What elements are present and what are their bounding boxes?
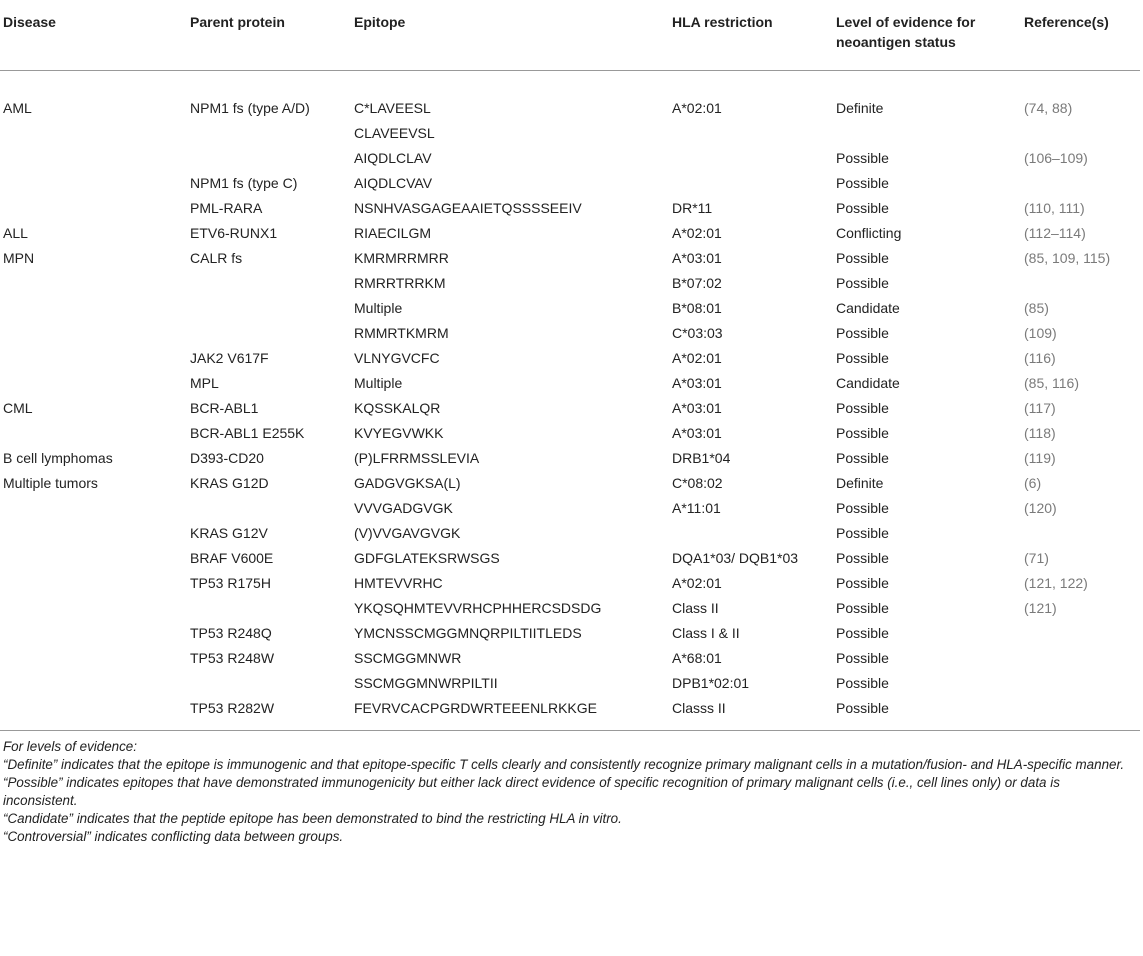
cell-parent-protein xyxy=(184,320,348,345)
cell-epitope: HMTEVVRHC xyxy=(354,574,443,591)
cell-references: (120) xyxy=(1024,499,1057,516)
cell-references xyxy=(1018,120,1140,145)
table-row xyxy=(0,345,1140,370)
table-row xyxy=(0,645,1140,670)
cell-hla-restriction: A*68:01 xyxy=(672,649,722,666)
cell-disease xyxy=(0,495,184,520)
cell-references: (109) xyxy=(1024,324,1057,341)
cell-references xyxy=(1018,170,1140,195)
cell-epitope: KQSSKALQR xyxy=(354,399,441,416)
cell-disease: Multiple tumors xyxy=(3,474,98,491)
cell-parent-protein xyxy=(184,145,348,170)
cell-references: (119) xyxy=(1024,449,1056,466)
cell-epitope: SSCMGGMNWRPILTII xyxy=(354,674,498,691)
col-header-hla-restriction: HLA restriction xyxy=(666,0,830,70)
cell-epitope: Multiple xyxy=(354,299,403,316)
cell-epitope: AIQDLCLAV xyxy=(354,149,432,166)
table-row xyxy=(0,145,1140,170)
footnote-possible: “Possible” indicates epitopes that have demonstrated immunogenicity but either lack direct evidence of specific recognition of primary malignant cells (i.e., cell lines only) or data is inconsistent. xyxy=(3,774,1060,808)
cell-parent-protein: NPM1 fs (type A/D) xyxy=(190,99,310,116)
cell-disease xyxy=(0,670,184,695)
cell-parent-protein xyxy=(184,270,348,295)
table-row xyxy=(0,220,1140,245)
cell-references xyxy=(1018,670,1140,695)
cell-references xyxy=(1018,270,1140,295)
table-row xyxy=(0,295,1140,320)
cell-hla-restriction: A*03:01 xyxy=(672,249,722,266)
cell-references: (71) xyxy=(1024,549,1049,566)
cell-references: (74, 88) xyxy=(1024,99,1073,116)
table-row xyxy=(0,595,1140,620)
cell-hla-restriction: B*08:01 xyxy=(672,299,722,316)
cell-parent-protein: KRAS G12D xyxy=(190,474,269,491)
col-header-parent-protein: Parent protein xyxy=(184,0,348,70)
cell-disease: B cell lymphomas xyxy=(3,449,113,466)
cell-epitope: FEVRVCACPGRDWRTEEENLRKKGE xyxy=(348,695,666,731)
cell-hla-restriction: A*03:01 xyxy=(672,424,722,441)
cell-evidence-level: Possible xyxy=(836,499,889,516)
table-row xyxy=(0,445,1140,470)
cell-evidence-level: Possible xyxy=(836,549,889,566)
cell-epitope: YKQSQHMTEVVRHCPHHERCSDSDG xyxy=(354,599,602,616)
table-row xyxy=(0,670,1140,695)
cell-parent-protein: BCR-ABL1 E255K xyxy=(190,424,305,441)
cell-epitope: RMRRTRRKM xyxy=(354,274,446,291)
cell-epitope: Multiple xyxy=(354,374,403,391)
cell-disease xyxy=(0,170,184,195)
cell-epitope: VVVGADGVGK xyxy=(354,499,453,516)
cell-references: (85) xyxy=(1024,299,1049,316)
cell-evidence-level: Possible xyxy=(836,449,889,466)
cell-disease xyxy=(0,270,184,295)
cell-parent-protein: CALR fs xyxy=(190,249,243,266)
cell-references xyxy=(1018,645,1140,670)
cell-hla-restriction: B*07:02 xyxy=(672,274,722,291)
cell-disease xyxy=(0,595,184,620)
cell-disease xyxy=(0,320,184,345)
table-row xyxy=(0,320,1140,345)
cell-epitope: NSNHVASGAGEAAIETQSSSSEEIV xyxy=(354,199,582,216)
table-row xyxy=(0,70,1140,120)
cell-evidence-level: Possible xyxy=(836,574,889,591)
cell-epitope: C*LAVEESL xyxy=(354,99,431,116)
table-row xyxy=(0,270,1140,295)
cell-references: (110, 111) xyxy=(1024,199,1085,216)
cell-disease xyxy=(0,520,184,545)
cell-evidence-level: Possible xyxy=(836,599,889,616)
cell-hla-restriction: Classs II xyxy=(666,695,830,731)
cell-parent-protein: TP53 R175H xyxy=(190,574,271,591)
cell-evidence-level: Possible xyxy=(836,249,889,266)
cell-epitope: (P)LFRRMSSLEVIA xyxy=(354,449,480,466)
cell-hla-restriction: A*02:01 xyxy=(672,574,722,591)
cell-evidence-level: Possible xyxy=(836,524,889,541)
cell-evidence-level: Conflicting xyxy=(836,224,902,241)
cell-hla-restriction: C*03:03 xyxy=(672,324,723,341)
cell-parent-protein xyxy=(184,120,348,145)
cell-parent-protein: JAK2 V617F xyxy=(190,349,269,366)
cell-references: (121, 122) xyxy=(1024,574,1088,591)
table-row xyxy=(0,495,1140,520)
cell-hla-restriction: DRB1*04 xyxy=(672,449,731,466)
cell-parent-protein: ETV6-RUNX1 xyxy=(190,224,278,241)
table-row xyxy=(0,245,1140,270)
cell-hla-restriction: A*02:01 xyxy=(672,349,722,366)
cell-disease xyxy=(0,620,184,645)
footnote-definite: “Definite” indicates that the epitope is immunogenic and that epitope-specific T cells clearly and consistently recognize primary malignant cells in a mutation/fusion- and HLA-specific manner. xyxy=(3,756,1125,772)
cell-references: (117) xyxy=(1024,399,1056,416)
cell-disease xyxy=(0,295,184,320)
cell-references: (116) xyxy=(1024,349,1056,366)
cell-hla-restriction: A*02:01 xyxy=(672,99,722,116)
cell-disease xyxy=(0,570,184,595)
col-header-disease: Disease xyxy=(0,0,184,70)
cell-evidence-level: Definite xyxy=(836,474,884,491)
cell-references: (85, 109, 115) xyxy=(1024,249,1111,266)
cell-evidence-level: Possible xyxy=(836,649,889,666)
cell-evidence-level: Possible xyxy=(836,399,889,416)
cell-references: (118) xyxy=(1024,424,1056,441)
cell-evidence-level: Possible xyxy=(836,149,889,166)
cell-disease xyxy=(0,370,184,395)
table-row xyxy=(0,620,1140,645)
footnote-controversial: “Controversial” indicates conflicting data between groups. xyxy=(3,828,344,844)
cell-hla-restriction: A*03:01 xyxy=(672,374,722,391)
col-header-level-of-evidence: Level of evidence for neoantigen status xyxy=(830,0,1018,70)
cell-hla-restriction: Class I & II xyxy=(672,624,740,641)
cell-parent-protein: NPM1 fs (type C) xyxy=(190,174,298,191)
table-row xyxy=(0,420,1140,445)
cell-evidence-level: Possible xyxy=(836,349,889,366)
cell-evidence-level: Possible xyxy=(836,174,889,191)
cell-disease xyxy=(0,695,184,731)
cell-hla-restriction: DQA1*03/ DQB1*03 xyxy=(672,549,799,566)
table-row xyxy=(0,470,1140,495)
footnote-intro: For levels of evidence: xyxy=(3,738,137,754)
cell-evidence-level: Candidate xyxy=(836,299,900,316)
cell-hla-restriction xyxy=(666,520,830,545)
cell-hla-restriction: A*11:01 xyxy=(672,499,721,516)
cell-evidence-level: Possible xyxy=(836,424,889,441)
cell-epitope: KMRMRRMRR xyxy=(354,249,449,266)
cell-disease: CML xyxy=(3,399,33,416)
cell-epitope: YMCNSSCMGGMNQRPILTIITLEDS xyxy=(354,624,582,641)
footnote-candidate: “Candidate” indicates that the peptide epitope has been demonstrated to bind the restricting HLA in vitro. xyxy=(3,810,622,826)
cell-disease: AML xyxy=(3,99,32,116)
cell-hla-restriction: Class II xyxy=(672,599,719,616)
cell-evidence-level: Possible xyxy=(836,324,889,341)
cell-parent-protein: KRAS G12V xyxy=(190,524,268,541)
cell-references: (6) xyxy=(1024,474,1042,491)
cell-epitope: VLNYGVCFC xyxy=(354,349,440,366)
cell-parent-protein xyxy=(184,495,348,520)
cell-evidence-level: Possible xyxy=(830,695,1018,731)
cell-references: (112–114) xyxy=(1024,224,1086,241)
table-row xyxy=(0,695,1140,731)
cell-parent-protein: BRAF V600E xyxy=(190,549,274,566)
cell-references: (85, 116) xyxy=(1024,374,1079,391)
table-row xyxy=(0,170,1140,195)
cell-epitope: SSCMGGMNWR xyxy=(354,649,462,666)
cell-disease: ALL xyxy=(3,224,28,241)
cell-parent-protein: MPL xyxy=(190,374,219,391)
cell-parent-protein xyxy=(184,670,348,695)
cell-epitope: CLAVEEVSL xyxy=(354,124,435,141)
cell-hla-restriction: DPB1*02:01 xyxy=(672,674,750,691)
table-row xyxy=(0,395,1140,420)
cell-parent-protein: TP53 R282W xyxy=(184,695,348,731)
cell-hla-restriction xyxy=(666,170,830,195)
cell-evidence-level: Possible xyxy=(836,624,889,641)
cell-hla-restriction xyxy=(666,120,830,145)
cell-disease xyxy=(0,120,184,145)
cell-parent-protein: BCR-ABL1 xyxy=(190,399,259,416)
cell-hla-restriction: A*02:01 xyxy=(672,224,722,241)
cell-references xyxy=(1018,620,1140,645)
cell-parent-protein: D393-CD20 xyxy=(190,449,264,466)
cell-epitope: GDFGLATEKSRWSGS xyxy=(354,549,500,566)
cell-epitope: KVYEGVWKK xyxy=(354,424,444,441)
cell-references: (121) xyxy=(1024,599,1057,616)
cell-disease xyxy=(0,420,184,445)
cell-disease xyxy=(0,345,184,370)
table-body xyxy=(0,70,1140,730)
cell-parent-protein xyxy=(184,295,348,320)
cell-evidence-level: Possible xyxy=(836,199,889,216)
table-row xyxy=(0,370,1140,395)
col-header-epitope: Epitope xyxy=(348,0,666,70)
table-row xyxy=(0,195,1140,220)
cell-disease xyxy=(0,645,184,670)
cell-epitope: (V)VVGAVGVGK xyxy=(354,524,461,541)
cell-hla-restriction xyxy=(666,145,830,170)
cell-epitope: GADGVGKSA(L) xyxy=(354,474,461,491)
cell-evidence-level: Possible xyxy=(836,674,889,691)
cell-hla-restriction: C*08:02 xyxy=(672,474,723,491)
cell-parent-protein xyxy=(184,595,348,620)
table-header-row xyxy=(0,0,1140,70)
cell-references: (106–109) xyxy=(1024,149,1088,166)
col-header-references: Reference(s) xyxy=(1018,0,1140,70)
table-row xyxy=(0,545,1140,570)
cell-parent-protein: TP53 R248W xyxy=(190,649,275,666)
cell-epitope: RMMRTKMRM xyxy=(354,324,449,341)
cell-disease: MPN xyxy=(3,249,35,266)
cell-evidence-level: Definite xyxy=(836,99,884,116)
table-footnotes xyxy=(0,731,1140,846)
cell-epitope: RIAECILGM xyxy=(354,224,432,241)
cell-evidence-level: Possible xyxy=(836,274,889,291)
cell-disease xyxy=(0,145,184,170)
cell-evidence-level xyxy=(830,120,1018,145)
cell-evidence-level: Candidate xyxy=(836,374,900,391)
cell-parent-protein: PML-RARA xyxy=(190,199,263,216)
cell-epitope: AIQDLCVAV xyxy=(354,174,433,191)
cell-hla-restriction: DR*11 xyxy=(672,199,713,216)
cell-disease xyxy=(0,195,184,220)
cell-disease xyxy=(0,545,184,570)
table-row xyxy=(0,120,1140,145)
table-row xyxy=(0,570,1140,595)
cell-parent-protein: TP53 R248Q xyxy=(190,624,272,641)
cell-references xyxy=(1018,520,1140,545)
cell-hla-restriction: A*03:01 xyxy=(672,399,722,416)
table-row xyxy=(0,520,1140,545)
cell-references xyxy=(1018,695,1140,731)
